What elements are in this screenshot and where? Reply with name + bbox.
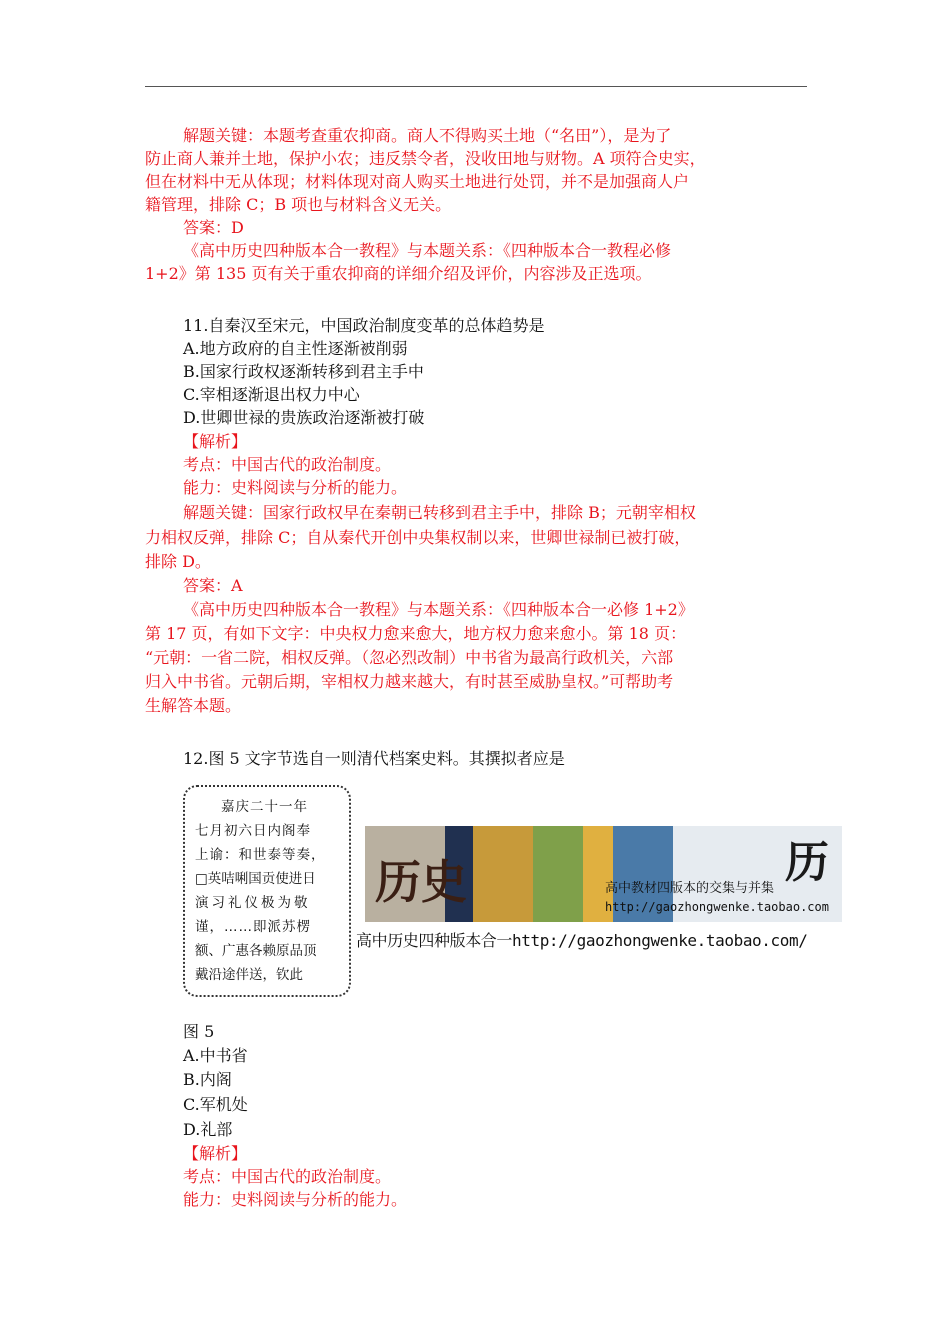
option-a: A.地方政府的自主性逐渐被削弱 [183,339,408,358]
option-c: C.宰相逐渐退出权力中心 [183,385,360,404]
analysis-line: 解题关键：国家行政权早在秦朝已转移到君主手中，排除 B；元朝宰相权 [183,503,696,522]
analysis-line: 生解答本题。 [145,696,242,715]
banner-title-left: 历史 [375,855,467,909]
excerpt-line: 七月初六日内阁奉 [195,823,311,839]
option-c: C.军机处 [183,1095,248,1114]
banner-overlay-url: http://gaozhongwenke.taobao.com [605,900,829,914]
answer-line: 答案：D [183,218,244,237]
analysis-heading: 【解析】 [183,1144,248,1163]
option-b: B.国家行政权逐渐转移到君主手中 [183,362,424,381]
analysis-line: 但在材料中无从体现；材料体现对商人购买土地进行处罚，并不是加强商人户 [145,172,690,191]
question-stem: 12.图 5 文字节选自一则清代档案史料。其撰拟者应是 [183,749,565,768]
banner-overlay-line: 高中教材四版本的交集与并集 [605,881,775,896]
analysis-line: 能力：史料阅读与分析的能力。 [183,1190,408,1209]
analysis-line: 力相权反弹，排除 C；自从秦代开创中央集权制以来，世卿世禄制已被打破， [145,528,691,547]
analysis-heading: 【解析】 [183,432,248,451]
option-d: D.世卿世禄的贵族政治逐渐被打破 [183,408,425,427]
header-rule [145,86,807,87]
textbook-banner-image [365,826,842,922]
analysis-line: 归入中书省。元朝后期，宰相权力越来越大，有时甚至威胁皇权。”可帮助考 [145,672,674,691]
figure-label: 图 5 [183,1022,215,1041]
book-spine [533,826,583,922]
excerpt-line: 上谕：和世泰等奏， [195,847,326,863]
analysis-line: 籍管理，排除 C；B 项也与材料含义无关。 [145,195,452,214]
analysis-line: 解题关键：本题考查重农抑商。商人不得购买土地（“名田”），是为了 [183,126,672,145]
analysis-line: “元朝：一省二院，相权反弹。（忽必烈改制）中书省为最高行政机关，六部 [145,648,674,667]
excerpt-line: 嘉庆二十一年 [221,799,308,815]
analysis-line: 防止商人兼并土地，保护小农；违反禁令者，没收田地与财物。A 项符合史实， [145,149,706,168]
banner-caption: 高中历史四种版本合一http://gaozhongwenke.taobao.com/ [356,931,808,950]
book-spine [473,826,533,922]
archive-excerpt-figure [183,785,351,997]
excerpt-line: 谨，……即派苏楞 [195,919,311,935]
excerpt-line: 额、广惠各赖原品顶 [195,943,317,959]
analysis-line: 考点：中国古代的政治制度。 [183,1167,392,1186]
option-b: B.内阁 [183,1070,232,1089]
banner-title-right: 历 [785,837,829,888]
option-a: A.中书省 [183,1046,248,1065]
banner-overlay-text [605,880,829,916]
analysis-line: 《高中历史四种版本合一教程》与本题关系：《四种版本合一必修 1+2》 [183,600,694,619]
analysis-line: 排除 D。 [145,552,211,571]
excerpt-line: 演习礼仪极为敬 [195,895,311,911]
analysis-line: 考点：中国古代的政治制度。 [183,455,392,474]
analysis-line: 能力：史料阅读与分析的能力。 [183,478,408,497]
option-d: D.礼部 [183,1120,233,1139]
analysis-line: 1+2》第 135 页有关于重农抑商的详细介绍及评价，内容涉及正选项。 [145,264,652,283]
excerpt-line: 戴沿途伴送，钦此 [195,967,303,983]
excerpt-line: □英咭唎国贡使进日 [195,871,316,887]
question-stem: 11.自秦汉至宋元，中国政治制度变革的总体趋势是 [183,316,545,335]
answer-line: 答案：A [183,576,243,595]
analysis-line: 《高中历史四种版本合一教程》与本题关系：《四种版本合一教程必修 [183,241,672,260]
analysis-line: 第 17 页，有如下文字：中央权力愈来愈大，地方权力愈来愈小。第 18 页： [145,624,687,643]
